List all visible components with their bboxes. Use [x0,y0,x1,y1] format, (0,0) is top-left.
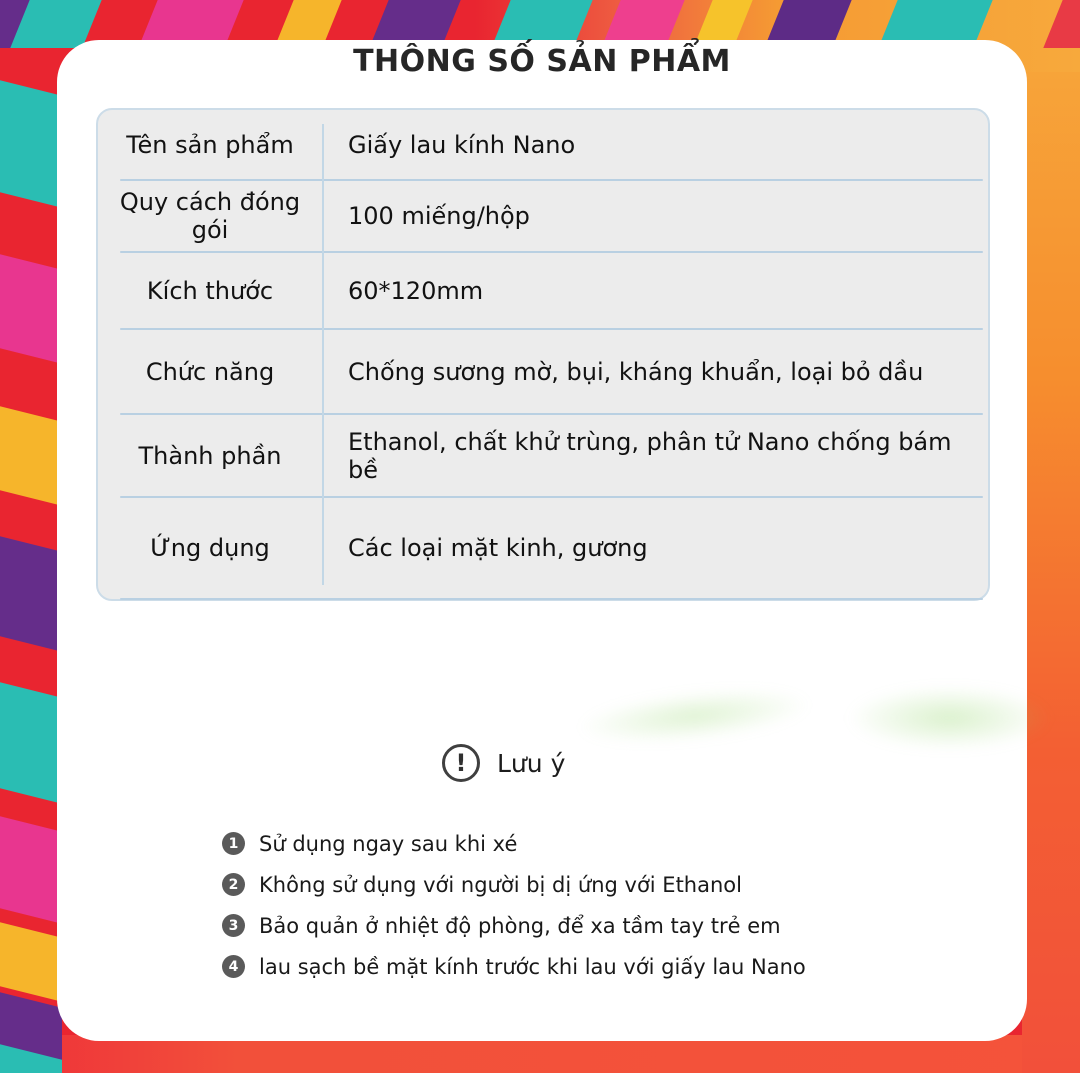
table-row [98,110,988,180]
table-row [98,329,988,414]
note-text: Không sử dụng với người bị dị ứng với Ethanol [259,872,742,897]
spec-table [96,108,990,601]
stripe-decoration [0,404,62,507]
spec-label: Ứng dụng [150,534,270,562]
note-title: Lưu ý [497,748,566,778]
exclamation-glyph: ! [455,748,467,777]
stripe-decoration [0,920,62,1003]
exclamation-circle-icon [442,744,480,782]
spec-label: Tên sản phẩm [126,131,294,159]
table-row [98,180,988,252]
page-title: THÔNG SỐ SẢN PHẨM [353,44,731,79]
spec-label: Quy cách đóng gói [119,188,301,244]
spec-label: Thành phần [138,441,282,470]
spec-label: Kích thước [146,276,274,305]
stripe-decoration [0,534,62,653]
note-text: lau sạch bề mặt kính trước khi lau với giấy lau Nano [259,954,806,979]
spec-value: Ethanol, chất khử trùng, phân tử Nano chống bám bề [348,427,952,484]
spec-value: Giấy lau kính Nano [348,131,576,159]
table-column-divider [322,124,324,585]
watermark-smudge [575,680,814,752]
table-row [98,497,988,599]
stripe-decoration [0,78,62,209]
frame-left-edge [0,0,62,1073]
note-text: Bảo quản ở nhiệt độ phòng, để xa tầm tay trẻ em [259,913,781,938]
numbered-bullet: 2 [222,873,245,896]
stripe-decoration [0,680,62,805]
table-row [98,414,988,497]
note-heading [442,744,565,782]
spec-value: 60*120mm [348,276,484,305]
numbered-bullet: 1 [222,832,245,855]
spec-value: 100 miếng/hộp [348,202,530,230]
list-item [222,864,806,905]
note-text: Sử dụng ngay sau khi xé [259,831,518,856]
stripe-decoration [1043,0,1080,48]
numbered-bullet: 4 [222,955,245,978]
frame-right-edge [1022,0,1080,1073]
numbered-bullet: 3 [222,914,245,937]
spec-value: Các loại mặt kinh, gương [348,534,648,562]
list-item [222,946,806,987]
stripe-decoration [0,252,62,365]
table-row [98,252,988,329]
note-list [222,823,806,987]
list-item [222,823,806,864]
spec-label: Chức năng [145,357,275,386]
spec-value: Chống sương mờ, bụi, kháng khuẩn, loại bỏ dầu [348,357,924,386]
content-panel [57,40,1027,1041]
watermark-smudge [847,686,1052,750]
list-item [222,905,806,946]
stripe-decoration [0,814,62,925]
